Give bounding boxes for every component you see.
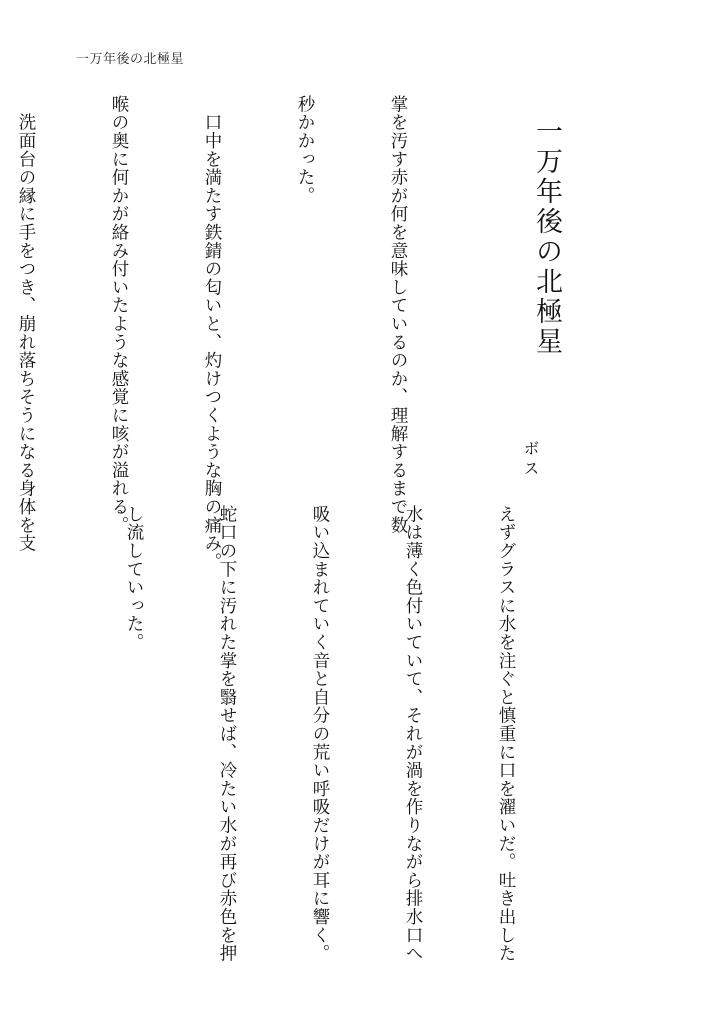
text-line: 洗面台の縁に手をつき、崩れ落ちそうになる身体を支 <box>16 95 36 553</box>
running-header: 一万年後の北極星 <box>76 52 185 67</box>
blank-line <box>25 505 56 925</box>
text-line: 掌を汚す赤が何を意味しているのか、理解するまで数 <box>388 95 408 535</box>
upper-text-block <box>0 95 475 571</box>
text-line: 水は薄く色付いていて、それが渦を作りながら排水口へ <box>403 505 423 963</box>
text-line: 喉の奥に何かが絡み付いたような感覚に咳が溢れる。 <box>109 95 129 535</box>
text-line: 吸い込まれていく音と自分の荒い呼吸だけが耳に響く。 <box>310 505 330 963</box>
author-name: ボス <box>521 440 540 480</box>
text-line: 蛇口の下に汚れた掌を翳せば、冷たい水が再び赤色を押 <box>217 505 237 963</box>
story-title: 一万年後の北極星 <box>531 117 562 357</box>
text-line: 秒かかった。 <box>295 95 315 205</box>
text-line: 口中を満たす鉄錆の匂いと、灼けつくような胸の痛み。 <box>202 95 222 571</box>
text-line: えずグラスに水を注ぐと慎重に口を濯いだ。吐き出した <box>496 505 516 963</box>
lower-text-block <box>0 505 583 963</box>
text-line: し流していった。 <box>124 505 144 652</box>
